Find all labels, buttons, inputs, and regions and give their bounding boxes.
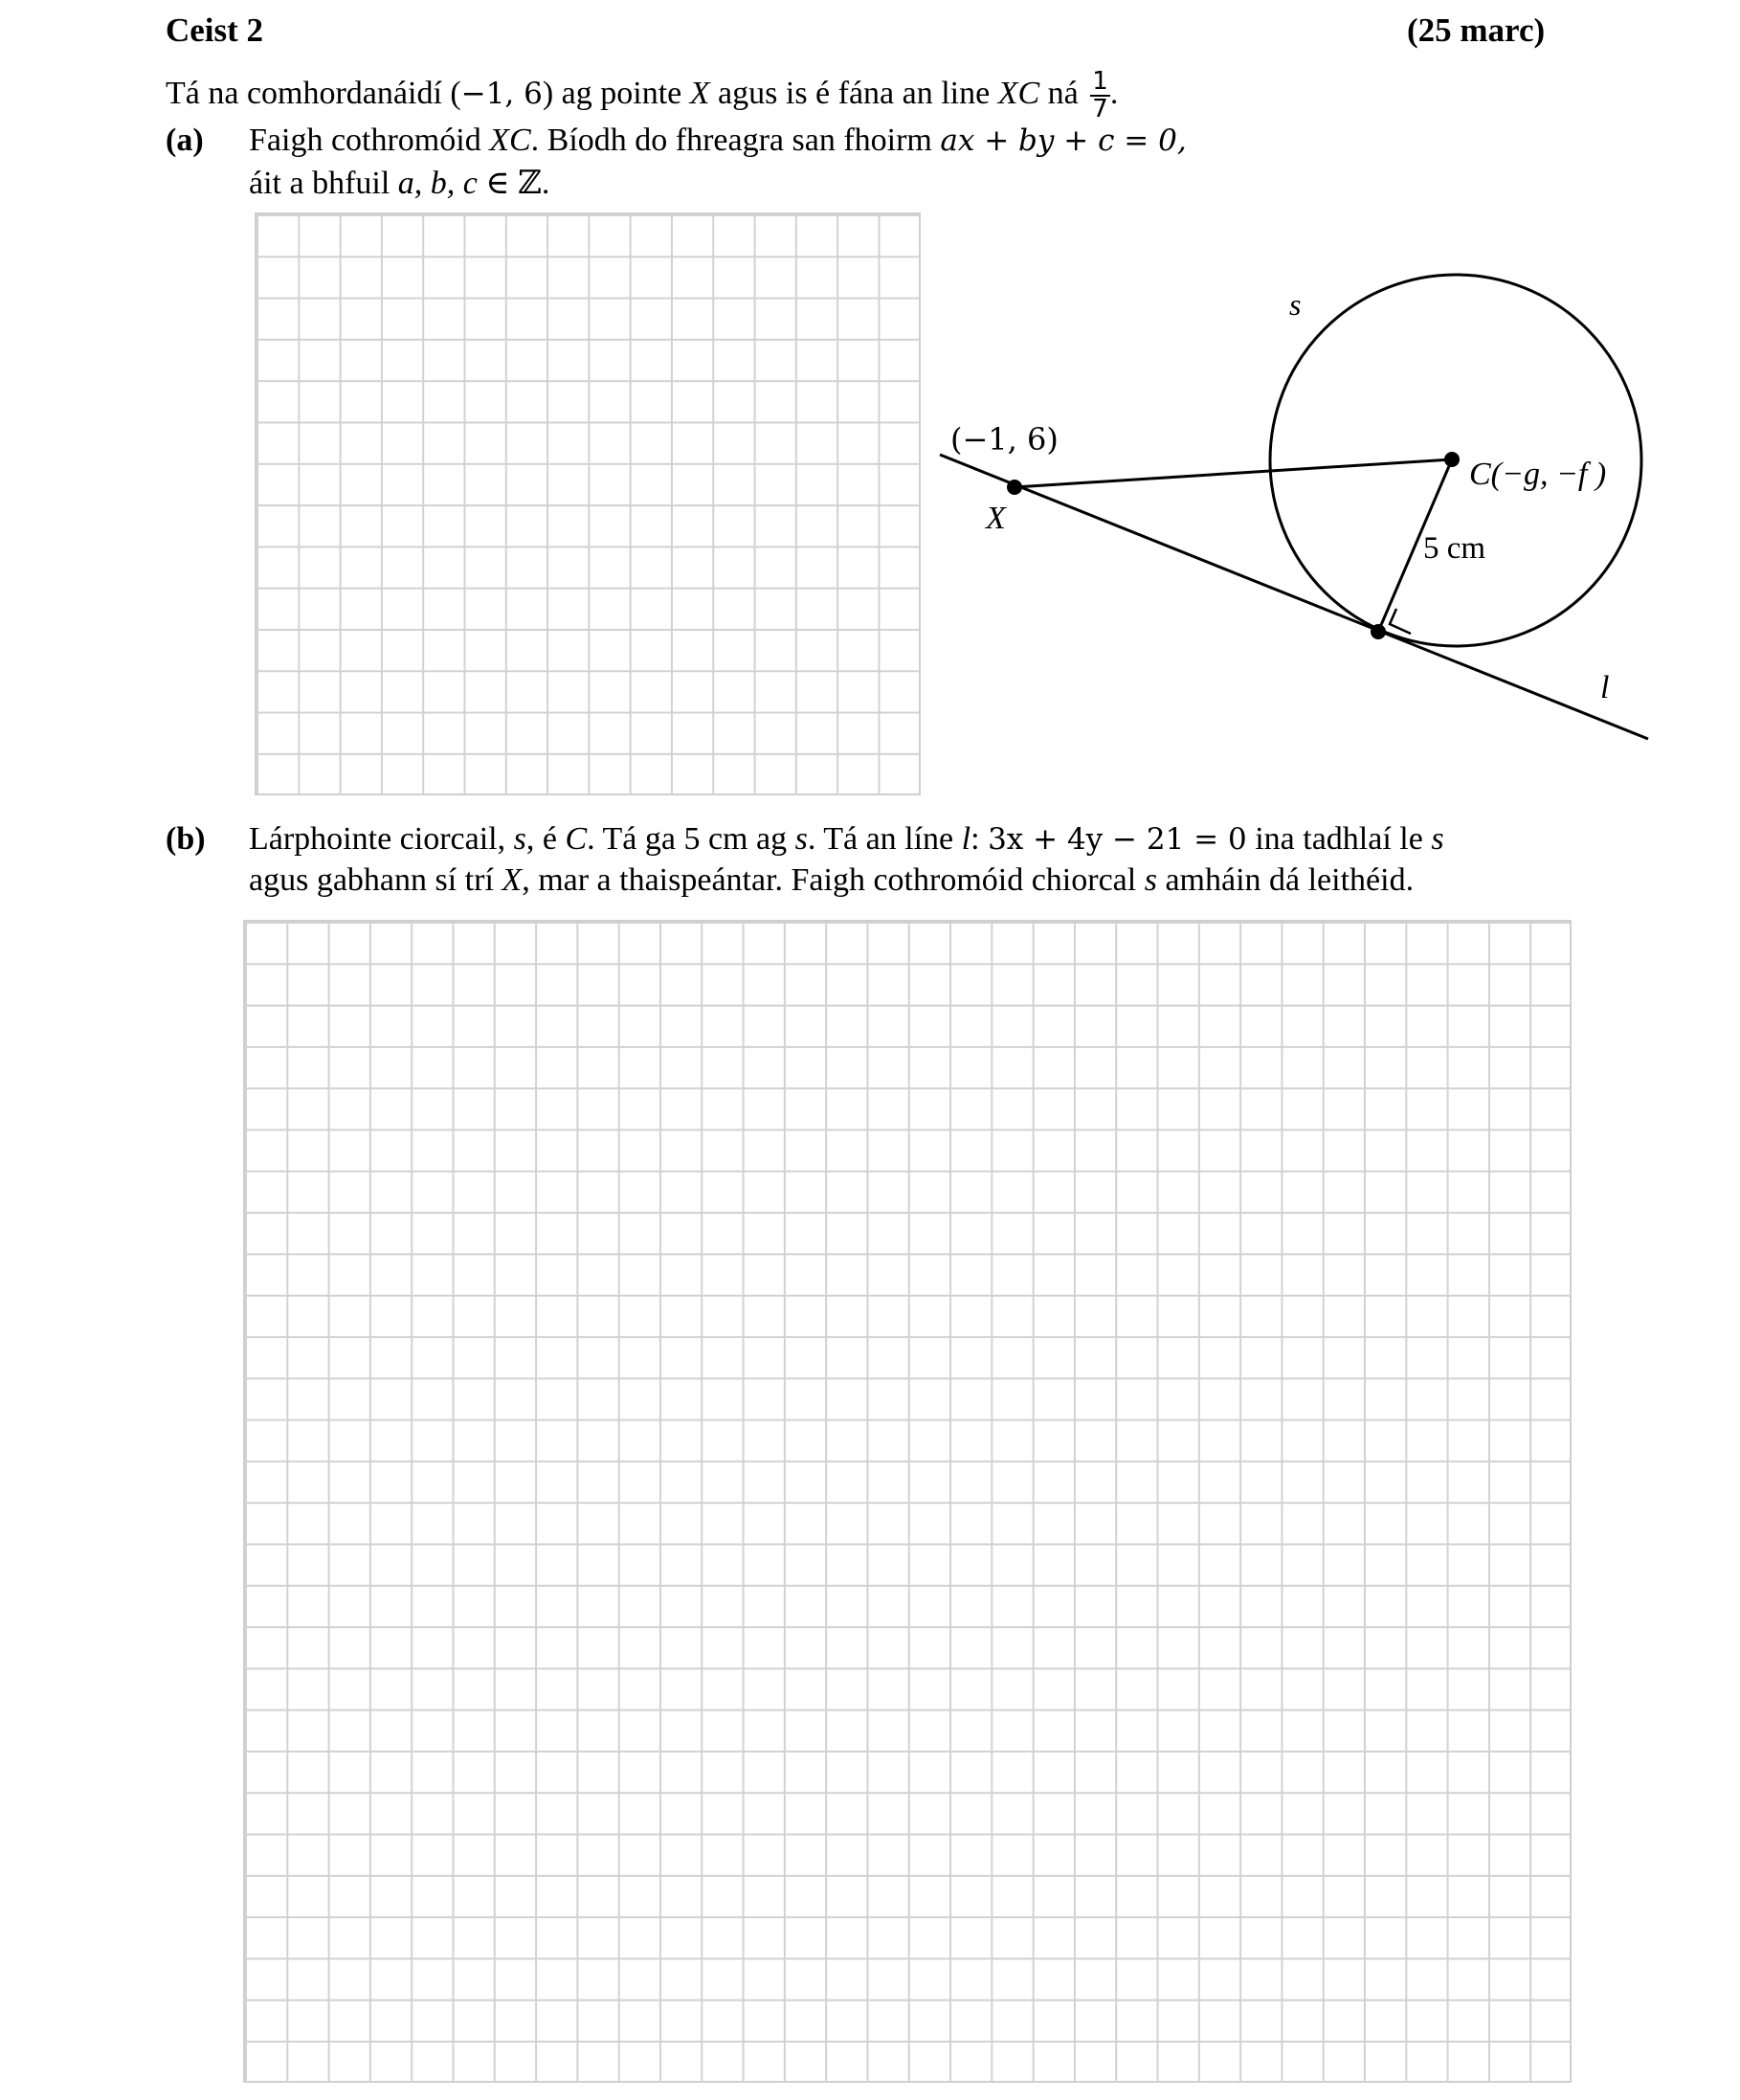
var-s: s — [794, 821, 808, 857]
var-s: s — [1144, 862, 1157, 898]
point-x-dot — [1007, 480, 1022, 495]
part-b-text: , é — [525, 821, 566, 857]
tangent-line-l — [940, 455, 1648, 739]
var-l: l — [961, 821, 971, 857]
line-l-equation: 3x + 4y − 21 = 0 — [988, 822, 1247, 857]
var-s: s — [1431, 821, 1444, 857]
intro-part1: Tá na comhordanáidí ( — [166, 76, 461, 112]
part-b-text: : — [970, 821, 989, 857]
answer-grid-b[interactable] — [243, 920, 1572, 2083]
intro-line-xc: XC — [997, 76, 1040, 112]
question-title: Ceist 2 — [166, 11, 264, 49]
label-center-c: C(−g, −f ) — [1469, 457, 1607, 492]
part-b-text: amháin dá leithéid. — [1156, 862, 1415, 898]
part-b-text: . Tá ga 5 cm ag — [587, 821, 795, 857]
part-a-var-xc: XC — [489, 123, 531, 158]
var-s: s — [513, 821, 526, 857]
intro-point-x: X — [689, 76, 710, 112]
var-x: X — [502, 862, 523, 898]
part-b-label: (b) — [166, 821, 206, 857]
var-c: C — [565, 821, 588, 857]
segment-xc — [1015, 459, 1452, 487]
label-x-coordinates: (−1, 6) — [950, 421, 1059, 458]
intro-part4: ná — [1039, 76, 1087, 112]
part-b-line2 — [249, 864, 1414, 897]
intro-coord: −1, 6 — [460, 77, 543, 112]
part-a-text: . Bíodh do fhreagra san fhoirm — [530, 123, 941, 158]
label-radius: 5 cm — [1423, 531, 1486, 566]
label-point-x: X — [986, 501, 1006, 536]
part-a-vars: a, b, c — [397, 166, 478, 201]
part-b-text: agus gabhann sí trí — [249, 862, 502, 898]
slope-numerator: 1 — [1092, 67, 1108, 96]
part-b-text: Lárphointe ciorcail, — [249, 821, 514, 857]
label-line-l: l — [1600, 670, 1610, 705]
point-c-dot — [1444, 452, 1460, 467]
part-a-text: Faigh cothromóid — [249, 123, 490, 158]
right-angle-mark — [1390, 609, 1411, 634]
marks-label: (25 marc) — [1407, 11, 1546, 49]
intro-part3: agus is é fána an line — [709, 76, 998, 112]
part-a-integers: ∈ ℤ. — [477, 166, 550, 201]
slope-denominator: 7 — [1092, 95, 1108, 124]
part-b-text: ina tadhlaí le — [1246, 821, 1432, 857]
label-circle-s: s — [1289, 287, 1302, 322]
tangent-point-dot — [1371, 624, 1386, 639]
part-b-text: , mar a thaispeántar. Faigh cothromóid chiorcal — [522, 862, 1145, 898]
intro-end: . — [1109, 76, 1119, 112]
part-a-equation-form: ax + by + c = 0, — [940, 123, 1187, 158]
intro-part2: ) ag pointe — [542, 76, 690, 112]
part-a-label: (a) — [166, 123, 204, 158]
part-b-text: . Tá an líne — [807, 821, 962, 857]
part-a-text: áit a bhfuil — [249, 166, 398, 201]
part-b-line1 — [249, 823, 1444, 856]
